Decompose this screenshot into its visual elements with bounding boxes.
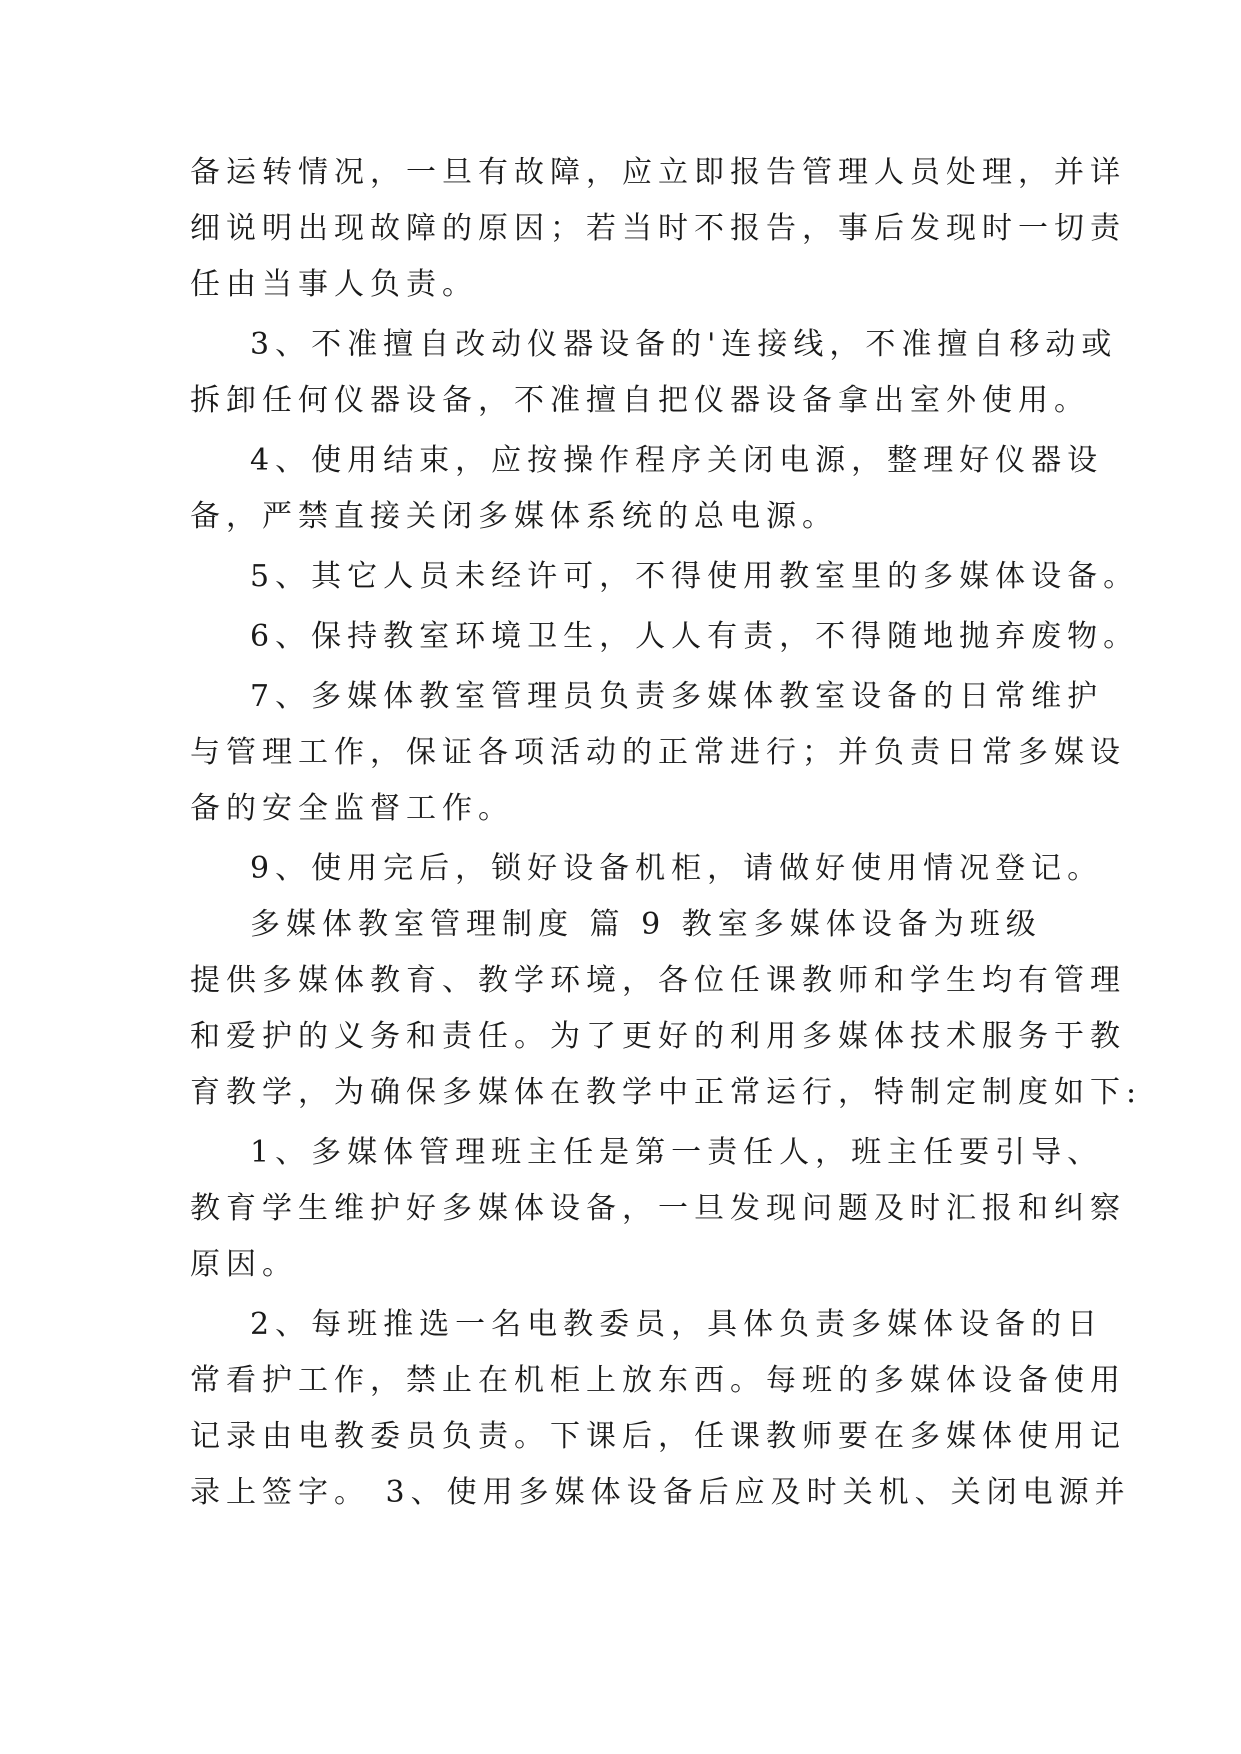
text-line: 2、每班推选一名电教委员，具体负责多媒体设备的日 xyxy=(250,1307,1104,1342)
text-line: 拆卸任何仪器设备，不准擅自把仪器设备拿出室外使用。 xyxy=(190,383,1090,418)
text-line: 教育学生维护好多媒体设备，一旦发现问题及时汇报和纠察 xyxy=(190,1191,1126,1226)
text-line: 5、其它人员未经许可，不得使用教室里的多媒体设备。 xyxy=(250,559,1140,594)
text-line: 备的安全监督工作。 xyxy=(190,791,514,826)
text-line: 记录由电教委员负责。下课后，任课教师要在多媒体使用记 xyxy=(190,1419,1126,1454)
text-line: 细说明出现故障的原因；若当时不报告，事后发现时一切责 xyxy=(190,211,1126,246)
text-line: 备，严禁直接关闭多媒体系统的总电源。 xyxy=(190,499,838,534)
text-line: 9、使用完后，锁好设备机柜，请做好使用情况登记。 xyxy=(250,851,1104,886)
text-line: 和爱护的义务和责任。为了更好的利用多媒体技术服务于教 xyxy=(190,1019,1126,1054)
text-line: 3、不准擅自改动仪器设备的'连接线，不准擅自移动或 xyxy=(250,327,1118,362)
text-line: 1、多媒体管理班主任是第一责任人，班主任要引导、 xyxy=(250,1135,1104,1170)
text-line: 提供多媒体教育、教学环境，各位任课教师和学生均有管理 xyxy=(190,963,1126,998)
text-line: 与管理工作，保证各项活动的正常进行；并负责日常多媒设 xyxy=(190,735,1126,770)
text-line: 任由当事人负责。 xyxy=(190,267,478,302)
text-line: 录上签字。 3、使用多媒体设备后应及时关机、关闭电源并 xyxy=(190,1475,1131,1510)
text-line: 原因。 xyxy=(190,1247,298,1282)
text-line: 7、多媒体教室管理员负责多媒体教室设备的日常维护 xyxy=(250,679,1104,714)
text-line: 备运转情况，一旦有故障，应立即报告管理人员处理，并详 xyxy=(190,155,1126,190)
text-line: 常看护工作，禁止在机柜上放东西。每班的多媒体设备使用 xyxy=(190,1363,1126,1398)
text-line: 4、使用结束，应按操作程序关闭电源，整理好仪器设 xyxy=(250,443,1104,478)
text-line: 育教学，为确保多媒体在教学中正常运行，特制定制度如下: xyxy=(190,1075,1143,1110)
text-line: 多媒体教室管理制度 篇 9 教室多媒体设备为班级 xyxy=(250,907,1042,942)
text-line: 6、保持教室环境卫生，人人有责，不得随地抛弃废物。 xyxy=(250,619,1140,654)
